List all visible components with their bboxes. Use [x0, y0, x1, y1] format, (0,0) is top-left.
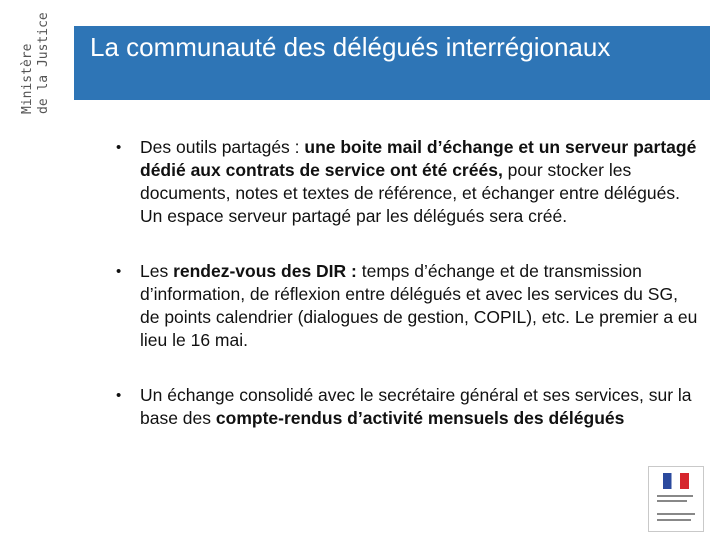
bullet-text: Les: [140, 261, 174, 281]
bullet-text-bold: rendez-vous des DIR :: [173, 261, 357, 281]
bullet-text: Des outils partagés :: [140, 137, 305, 157]
brand-line-2: de la Justice: [36, 12, 51, 114]
bullet-list: [112, 136, 702, 462]
brand-line-1: Ministère: [20, 43, 35, 114]
french-flag-icon: [663, 473, 689, 489]
bullet-item: [112, 260, 702, 352]
ministry-brand: [8, 4, 54, 116]
slide-title-bar: [74, 26, 710, 100]
marianne-ministry-logo-icon: [648, 466, 704, 532]
bullet-text-bold: compte-rendus d’activité mensuels des délégués: [215, 408, 625, 428]
bullet-text: pour stocker les documents, notes et textes de référence, et échanger entre délégués. Un espace serveur partagé par les délégués sera créé.: [140, 160, 680, 226]
bullet-marker: •: [116, 263, 122, 280]
slide-title: La communauté des délégués interrégionaux: [90, 32, 611, 62]
bullet-marker: •: [116, 139, 122, 156]
bullet-text-bold: une boite mail d’échange et un serveur partagé dédié aux contrats de service ont été créés,: [140, 137, 697, 180]
bullet-text: temps d’échange et de transmission d’information, de réflexion entre délégués et avec les services du SG, de points calendrier (dialogues de gestion, COPIL), etc. Le premier a eu lieu le 16 mai.: [140, 261, 698, 350]
bullet-marker: •: [116, 387, 122, 404]
bullet-text: Un échange consolidé avec le secrétaire général et ses services, sur la base des: [140, 385, 692, 428]
bullet-item: [112, 136, 702, 228]
bullet-item: [112, 384, 702, 430]
